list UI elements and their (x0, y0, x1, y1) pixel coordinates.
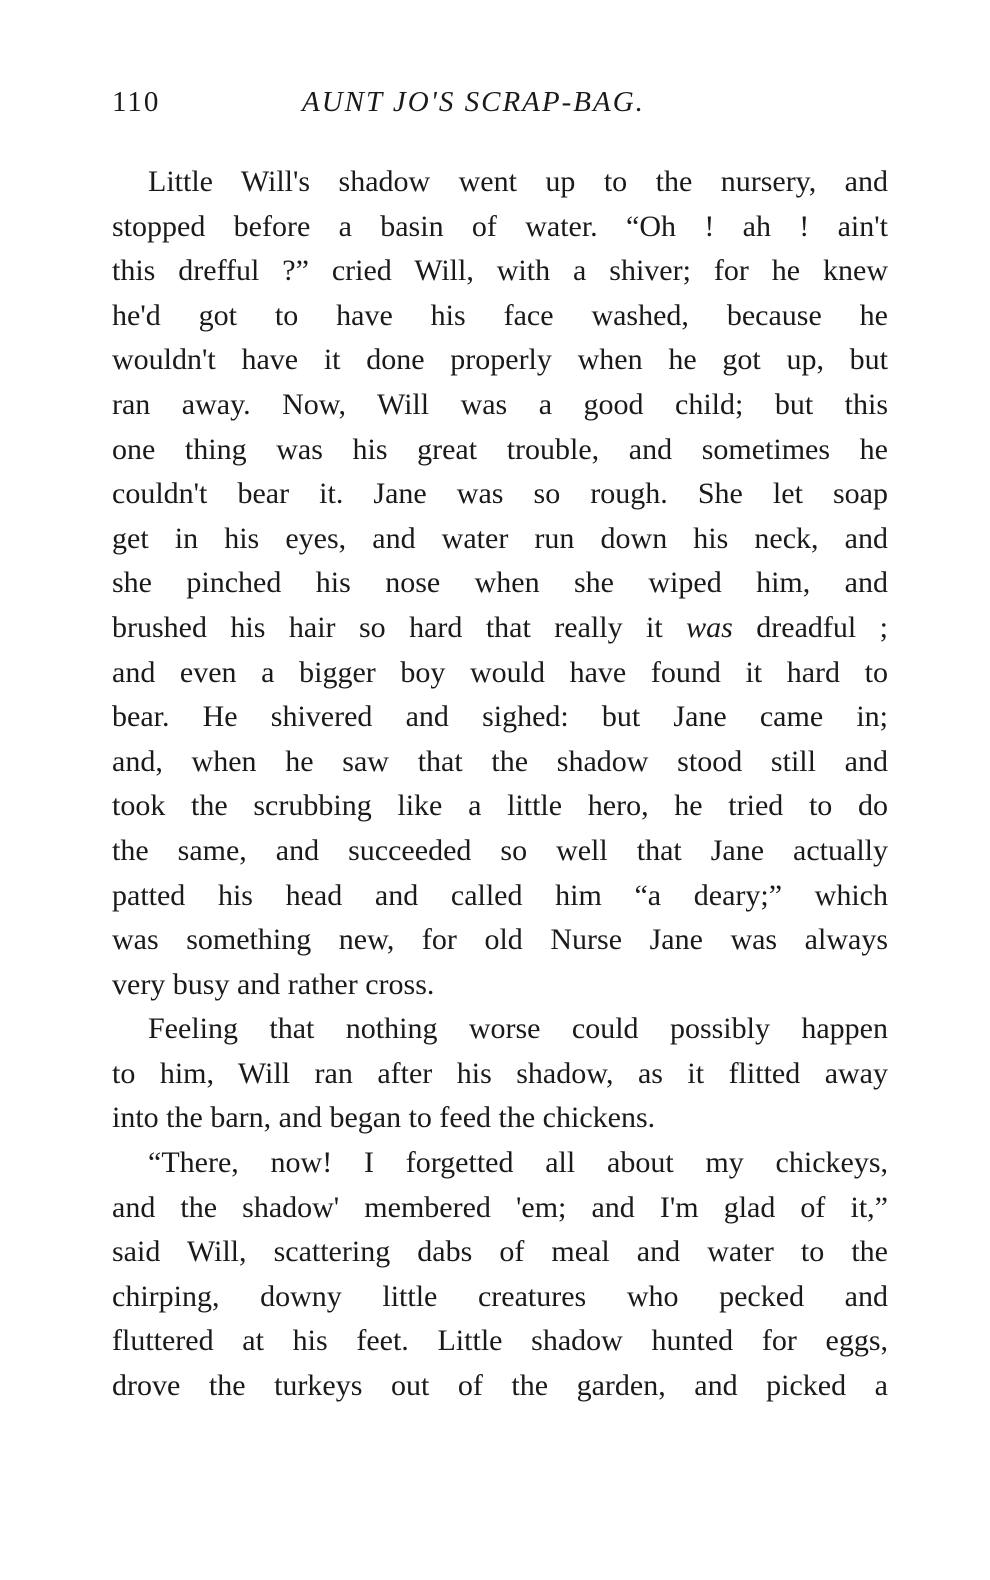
text-line: took the scrubbing like a little hero, he tried to do (112, 789, 888, 823)
text-line: couldn't bear it. Jane was so rough. She let soap (112, 477, 888, 511)
text-line: said Will, scattering dabs of meal and water to the (112, 1235, 888, 1269)
text-line: into the barn, and began to feed the chickens. (112, 1101, 656, 1135)
text-line: patted his head and called him “a deary;” which (112, 878, 888, 912)
text-line: get in his eyes, and water run down his neck, and (112, 521, 888, 555)
text-line: Feeling that nothing worse could possibly happen (148, 1012, 888, 1046)
text-line: wouldn't have it done properly when he got up, but (112, 343, 888, 377)
body-text (112, 160, 888, 1409)
page-number: 110 (112, 86, 161, 118)
text-line: was something new, for old Nurse Jane was always (112, 923, 888, 957)
running-title: AUNT JO'S SCRAP-BAG. (302, 86, 645, 118)
text-line: and the shadow' membered 'em; and I'm glad of it,” (112, 1190, 888, 1224)
emphasis-word: was (686, 610, 733, 644)
text-line: the same, and succeeded so well that Jane actually (112, 833, 888, 867)
text-line: bear. He shivered and sighed: but Jane came in; (112, 700, 888, 734)
text-line: he'd got to have his face washed, because he (112, 298, 888, 332)
text-line: chirping, downy little creatures who pecked and (112, 1279, 888, 1313)
text-line (112, 606, 888, 651)
text-run: brushed his hair so hard that really it (112, 610, 687, 644)
paragraph-1 (112, 160, 888, 1007)
text-line: one thing was his great trouble, and sometimes he (112, 432, 888, 466)
text-line: drove the turkeys out of the garden, and picked a (112, 1369, 888, 1403)
text-line: this drefful ?” cried Will, with a shiver; for he knew (112, 254, 888, 288)
running-head (112, 82, 888, 122)
text-line: ran away. Now, Will was a good child; but this (112, 387, 888, 421)
text-line: to him, Will ran after his shadow, as it flitted away (112, 1056, 888, 1090)
text-run: dreadful ; (732, 610, 889, 644)
text-line: very busy and rather cross. (112, 967, 435, 1001)
paragraph-2 (112, 1007, 888, 1141)
text-line: fluttered at his feet. Little shadow hunted for eggs, (112, 1324, 888, 1358)
paragraph-3 (112, 1141, 888, 1409)
text-line: she pinched his nose when she wiped him, and (112, 566, 888, 600)
text-line: and, when he saw that the shadow stood still and (112, 744, 888, 778)
text-line: and even a bigger boy would have found it hard to (112, 655, 888, 689)
text-line: Little Will's shadow went up to the nursery, and (148, 165, 888, 198)
text-line: stopped before a basin of water. “Oh ! ah ! ain't (112, 209, 888, 243)
text-line: “There, now! I forgetted all about my chickeys, (148, 1146, 888, 1180)
